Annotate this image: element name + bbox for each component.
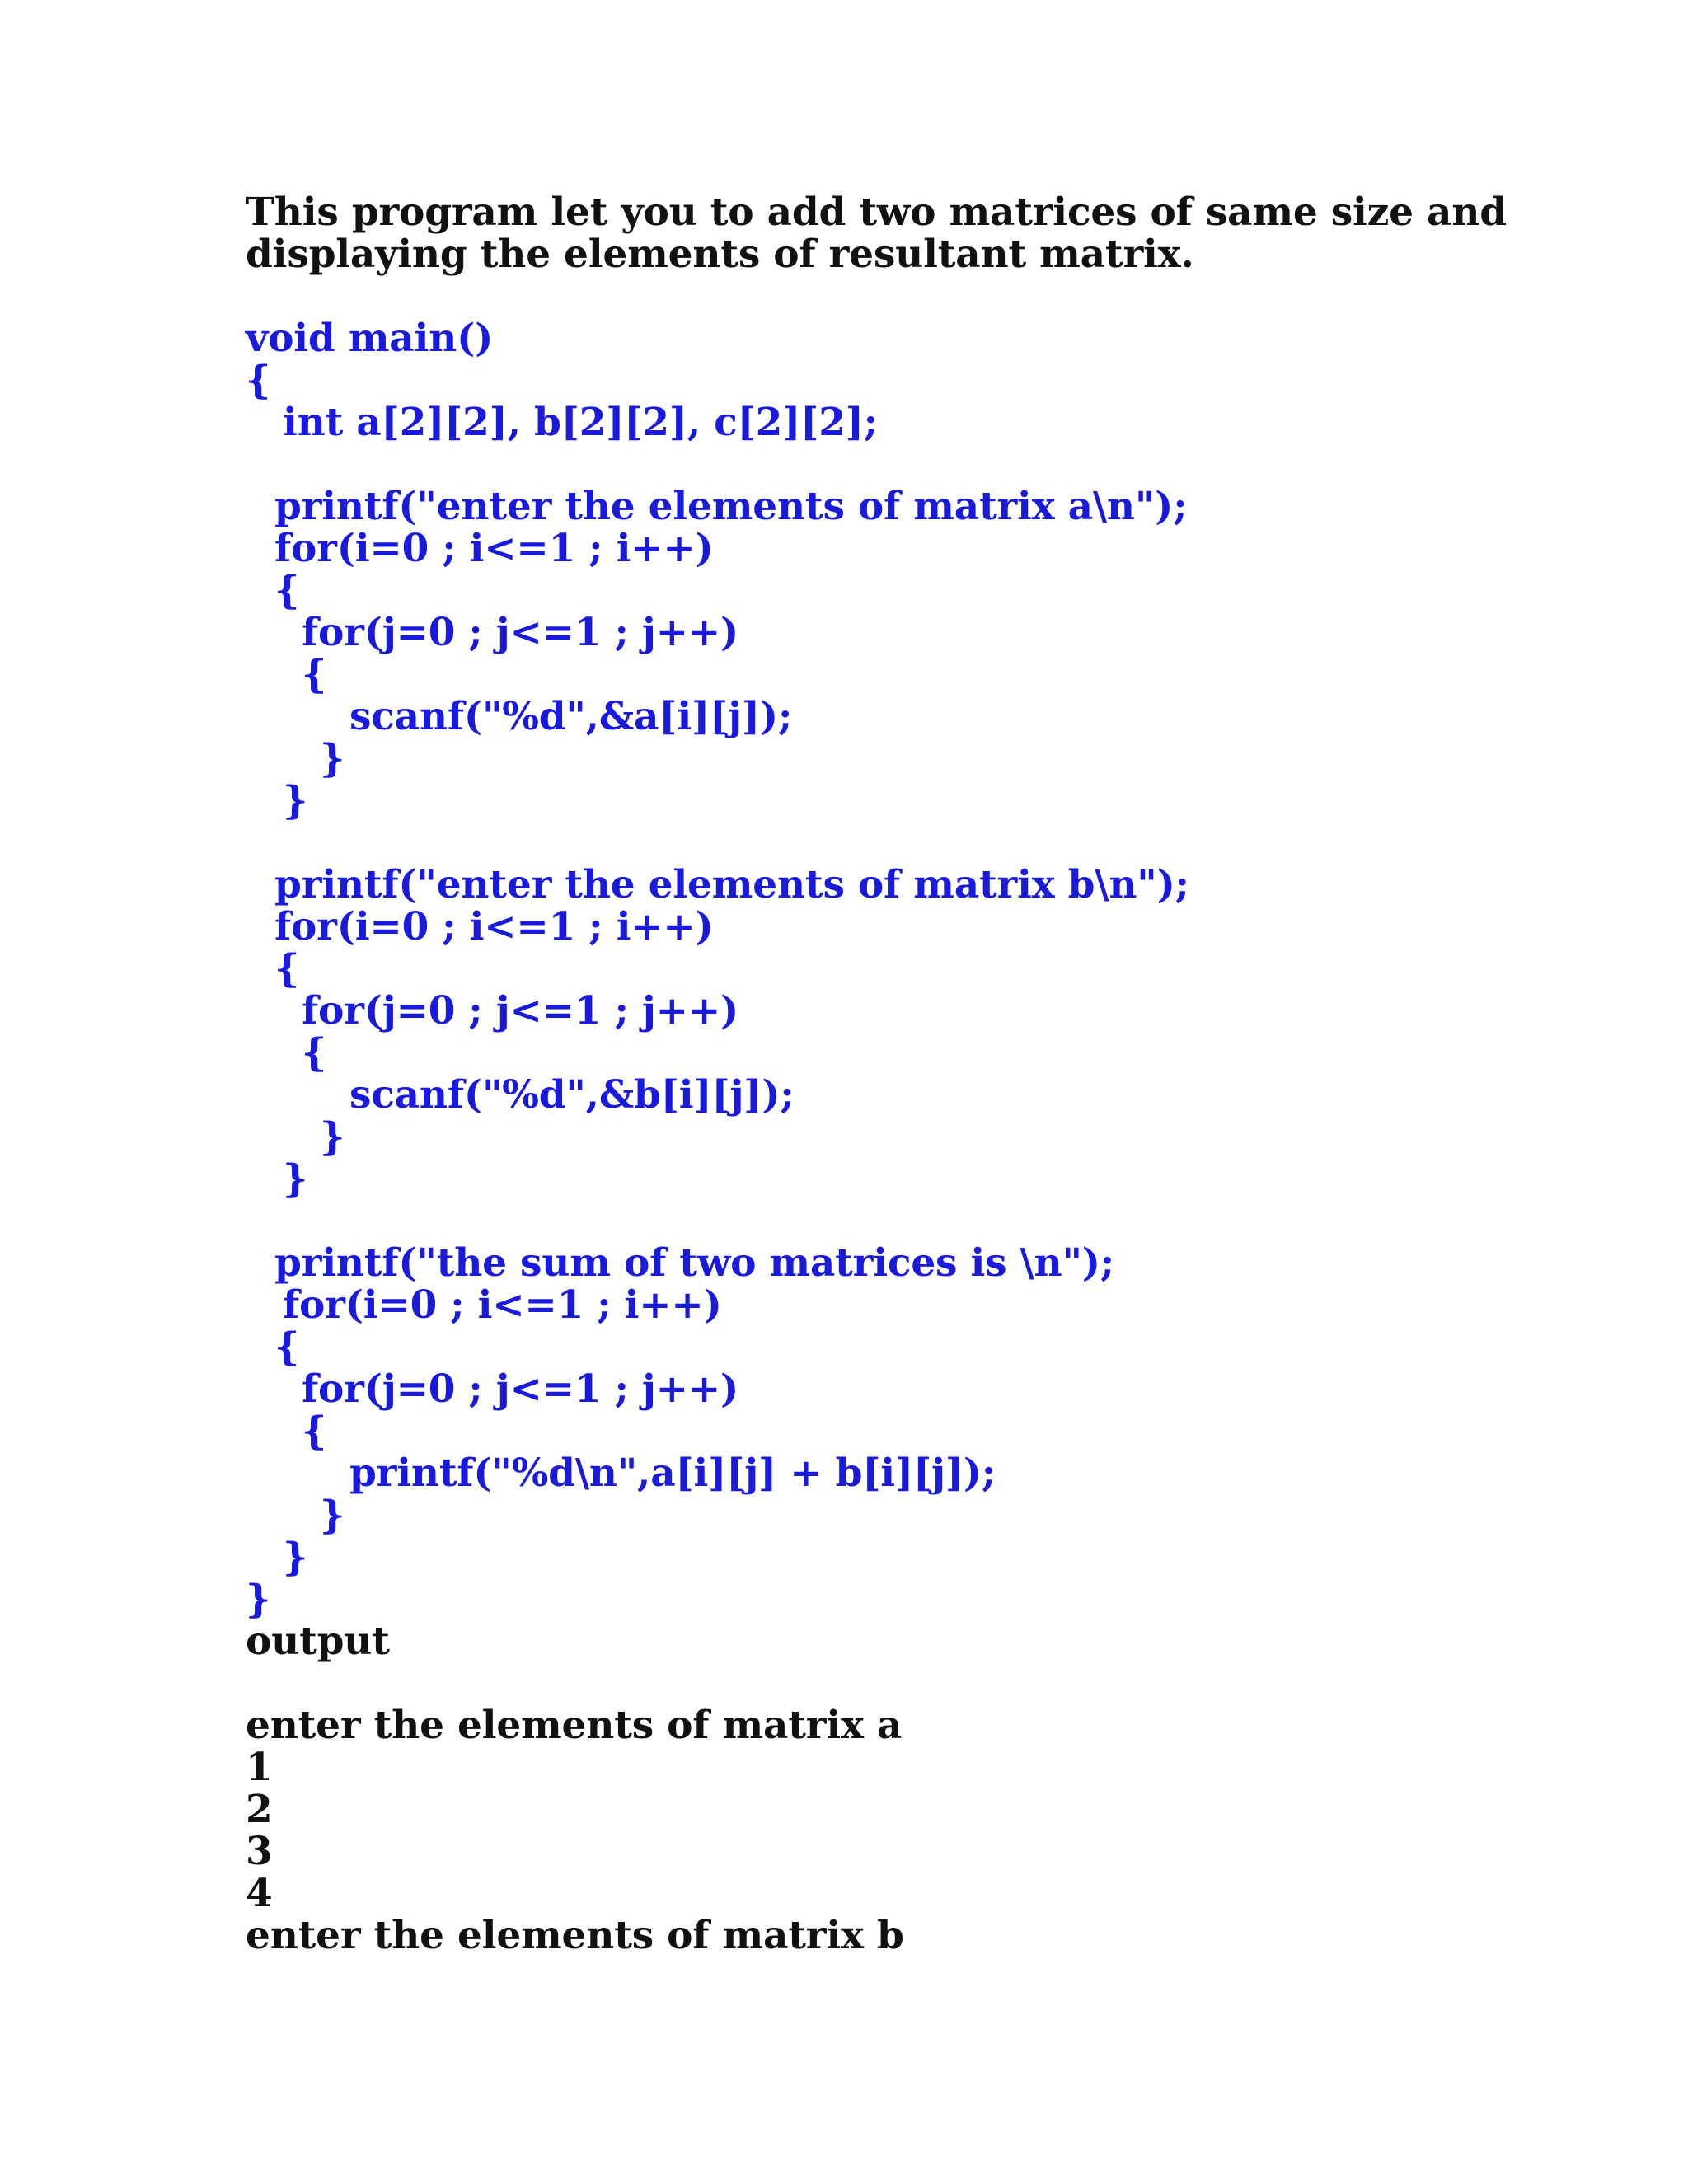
main-open-brace: { [246, 358, 271, 403]
outer-for-sum: for(i=0 ; i<=1 ; i++) [283, 1282, 722, 1328]
inner-for-a: for(j=0 ; j<=1 ; j++) [302, 610, 739, 655]
scanf-b: scanf("%d",&b[i][j]); [349, 1072, 795, 1118]
output-prompt-a: enter the elements of matrix a [246, 1703, 903, 1748]
inner-close-a: } [320, 736, 345, 781]
inner-open-sum: { [302, 1408, 327, 1454]
prompt-a: printf("enter the elements of matrix a\n"); [274, 484, 1188, 529]
inner-close-sum: } [320, 1493, 345, 1538]
inner-for-b: for(j=0 ; j<=1 ; j++) [302, 988, 739, 1033]
output-heading: output [246, 1619, 390, 1664]
prompt-sum: printf("the sum of two matrices is \n"); [274, 1240, 1114, 1286]
output-prompt-b: enter the elements of matrix b [246, 1913, 904, 1958]
outer-close-b: } [283, 1156, 308, 1202]
intro-line-2: displaying the elements of resultant matrix. [246, 232, 1194, 277]
outer-close-sum: } [283, 1535, 308, 1580]
outer-open-sum: { [274, 1324, 300, 1370]
inner-close-b: } [320, 1114, 345, 1160]
outer-for-b: for(i=0 ; i<=1 ; i++) [274, 904, 714, 949]
inner-open-a: { [302, 652, 327, 697]
printf-sum: printf("%d\n",a[i][j] + b[i][j]); [349, 1451, 996, 1496]
prompt-b: printf("enter the elements of matrix b\n"); [274, 862, 1189, 907]
output-value: 2 [246, 1787, 273, 1832]
output-value: 3 [246, 1829, 273, 1874]
outer-open-b: { [274, 946, 300, 991]
scanf-a: scanf("%d",&a[i][j]); [349, 694, 793, 739]
inner-for-sum: for(j=0 ; j<=1 ; j++) [302, 1366, 739, 1412]
main-signature: void main() [246, 316, 494, 361]
variable-declaration: int a[2][2], b[2][2], c[2][2]; [283, 400, 878, 445]
output-value: 1 [246, 1745, 273, 1790]
outer-for-a: for(i=0 ; i<=1 ; i++) [274, 526, 714, 571]
inner-open-b: { [302, 1030, 327, 1076]
main-close-brace: } [246, 1577, 271, 1622]
outer-open-a: { [274, 568, 300, 613]
outer-close-a: } [283, 778, 308, 823]
intro-line-1: This program let you to add two matrices of same size and [246, 190, 1507, 235]
output-value: 4 [246, 1871, 273, 1916]
